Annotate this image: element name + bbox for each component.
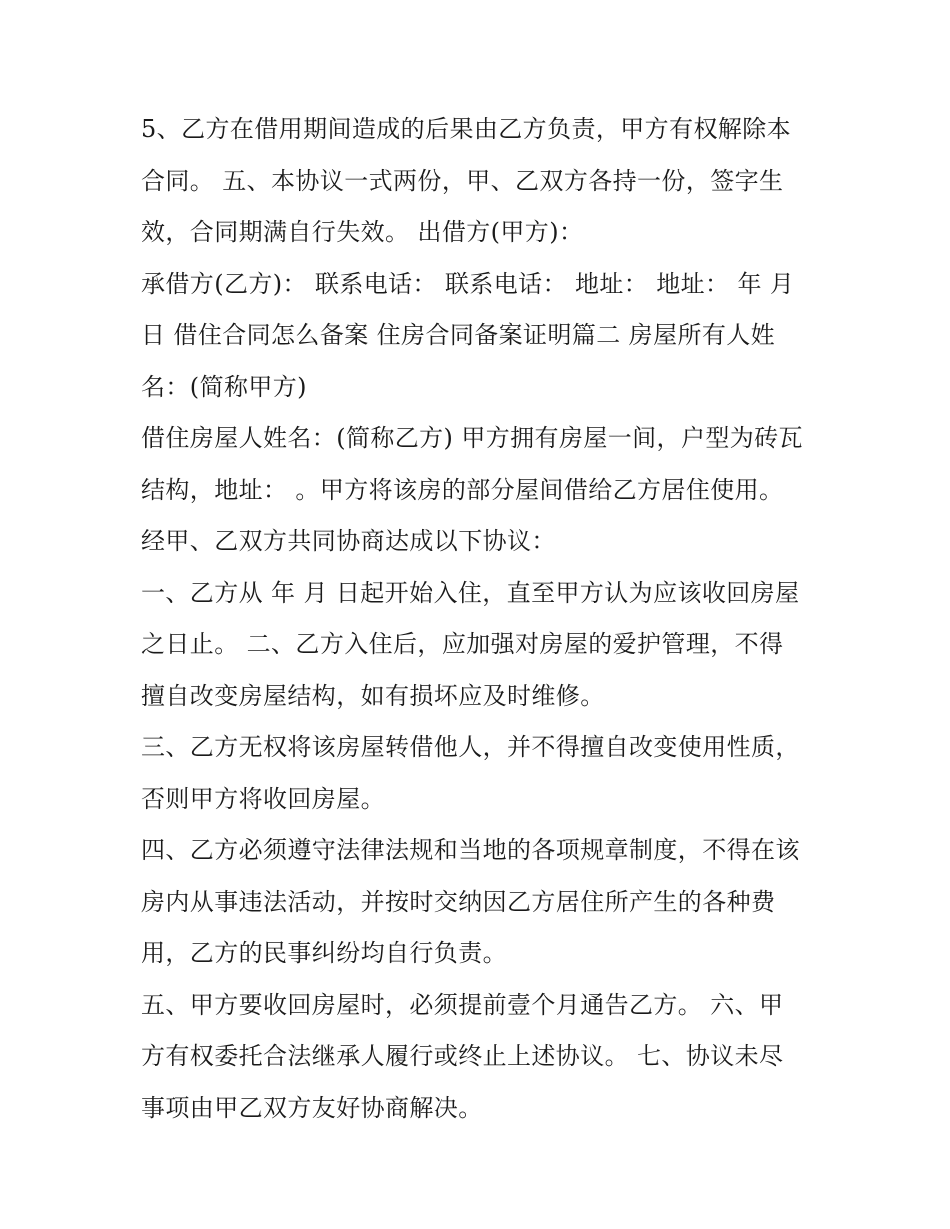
text-line: 用，乙方的民事纠纷均自行负责。 <box>141 939 507 967</box>
text-line: 方有权委托合法继承人履行或终止上述协议。 七、协议未尽 <box>141 1042 784 1070</box>
text-line: 之日止。 二、乙方入住后，应加强对房屋的爱护管理，不得 <box>141 630 784 658</box>
text-line: 房内从事违法活动，并按时交纳因乙方居住所产生的各种费 <box>141 887 776 916</box>
text-line: 三、乙方无权将该房屋转借他人，并不得擅自改变使用性质， <box>141 733 800 761</box>
text-line: 承借方(乙方)： 联系电话： 联系电话： 地址： 地址： 年 月 <box>141 269 795 298</box>
text-line: 四、乙方必须遵守法律法规和当地的各项规章制度，不得在该 <box>141 836 800 864</box>
text-line: 一、乙方从 年 月 日起开始入住，直至甲方认为应该收回房屋 <box>141 578 800 607</box>
text-line: 名：(简称甲方) <box>141 372 307 401</box>
text-line: 5、乙方在借用期间造成的后果由乙方负责，甲方有权解除本 <box>141 115 792 143</box>
text-line: 否则甲方将收回房屋。 <box>141 784 385 813</box>
text-line: 擅自改变房屋结构，如有损坏应及时维修。 <box>141 681 605 710</box>
text-line: 效，合同期满自行失效。 出借方(甲方)： <box>141 218 584 246</box>
text-line: 日 借住合同怎么备案 住房合同备案证明篇二 房屋所有人姓 <box>141 321 776 349</box>
text-line: 借住房屋人姓名：(简称乙方) 甲方拥有房屋一间，户型为砖瓦 <box>141 424 803 452</box>
text-line: 五、甲方要收回房屋时，必须提前壹个月通告乙方。 六、甲 <box>141 990 784 1019</box>
text-line: 事项由甲乙双方友好协商解决。 <box>141 1093 483 1122</box>
text-line: 合同。 五、本协议一式两份，甲、乙双方各持一份，签字生 <box>141 166 784 195</box>
text-line: 结构，地址： 。甲方将该房的部分屋间借给乙方居住使用。 <box>141 475 784 504</box>
text-line: 经甲、乙双方共同协商达成以下协议： <box>141 527 556 555</box>
document-body <box>141 104 821 1134</box>
